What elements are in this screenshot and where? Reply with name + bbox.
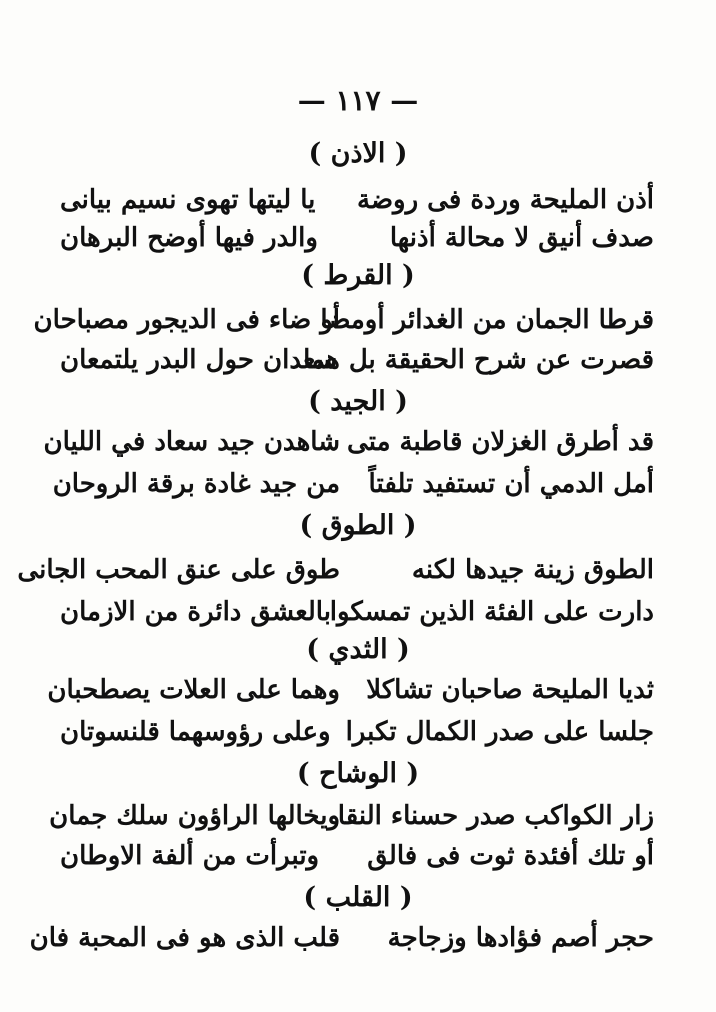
verse-first-hemistich: أمل الدمي أن تستفيد تلفتاً — [368, 469, 654, 499]
verse-line — [60, 180, 654, 220]
verse-line — [43, 422, 654, 462]
verse-line — [60, 340, 654, 380]
verse-second-hemistich: طوق على عنق المحب الجانى — [17, 555, 340, 585]
verse-first-hemistich: أذن المليحة وردة فى روضة — [357, 185, 654, 215]
verse-first-hemistich: قد أطرق الغزلان قاطبة متى — [347, 427, 654, 457]
verse-line — [60, 712, 654, 752]
verse-second-hemistich: أو ضاء فى الديجور مصباحان — [33, 305, 340, 335]
verse-line — [33, 300, 654, 340]
verse-line — [60, 218, 654, 258]
verse-first-hemistich: زار الكواكب صدر حسناء النقا — [337, 801, 654, 831]
verse-first-hemistich: الطوق زينة جيدها لكنه — [411, 555, 654, 585]
section-heading-heart: ( القلب ) — [303, 882, 413, 913]
verse-first-hemistich: قصرت عن شرح الحقيقة بل هما — [303, 345, 654, 375]
verse-second-hemistich: وتبرأت من ألفة الاوطان — [60, 841, 320, 871]
verse-line — [29, 918, 654, 958]
section-heading-sash: ( الوشاح ) — [296, 758, 420, 789]
verse-second-hemistich: وهما على العلات يصطحبان — [47, 675, 340, 705]
section-heading-earring: ( القرط ) — [301, 260, 415, 291]
verse-first-hemistich: دارت على الفئة الذين تمسكوا — [329, 597, 654, 627]
section-heading-neck: ( الجيد ) — [308, 386, 408, 417]
verse-line — [17, 550, 654, 590]
verse-line — [47, 670, 654, 710]
verse-line — [52, 464, 654, 504]
verse-line — [49, 796, 654, 836]
page-number: — ١١٧ — — [297, 84, 419, 117]
verse-second-hemistich: بالعشق دائرة من الازمان — [60, 597, 331, 627]
verse-second-hemistich: شاهدن جيد سعاد في الليان — [43, 427, 340, 457]
verse-first-hemistich: حجر أصم فؤادها وزجاجة — [387, 923, 654, 953]
verse-line — [60, 592, 654, 632]
verse-first-hemistich: صدف أنيق لا محالة أذنها — [389, 223, 654, 253]
verse-second-hemistich: والدر فيها أوضح البرهان — [60, 223, 318, 253]
verse-line — [60, 836, 654, 876]
verse-second-hemistich: قلب الذى هو فى المحبة فان — [29, 923, 340, 953]
verse-first-hemistich: ثديا المليحة صاحبان تشاكلا — [366, 675, 654, 705]
section-heading-ear: ( الاذن ) — [308, 138, 408, 169]
verse-second-hemistich: سعدان حول البدر يلتمعان — [60, 345, 338, 375]
verse-second-hemistich: ويخالها الراؤون سلك جمان — [49, 801, 340, 831]
section-heading-breast: ( الثدي ) — [306, 634, 410, 665]
verse-first-hemistich: أو تلك أفئدة ثوت فى فالق — [367, 841, 654, 871]
verse-second-hemistich: وعلى رؤوسهما قلنسوتان — [60, 717, 331, 747]
verse-second-hemistich: من جيد غادة برقة الروحان — [52, 469, 340, 499]
section-heading-collar: ( الطوق ) — [299, 510, 417, 541]
verse-first-hemistich: جلسا على صدر الكمال تكبرا — [345, 717, 654, 747]
verse-first-hemistich: قرطا الجمان من الغدائر أومضا — [320, 305, 654, 335]
verse-second-hemistich: يا ليتها تهوى نسيم بيانى — [60, 185, 316, 215]
